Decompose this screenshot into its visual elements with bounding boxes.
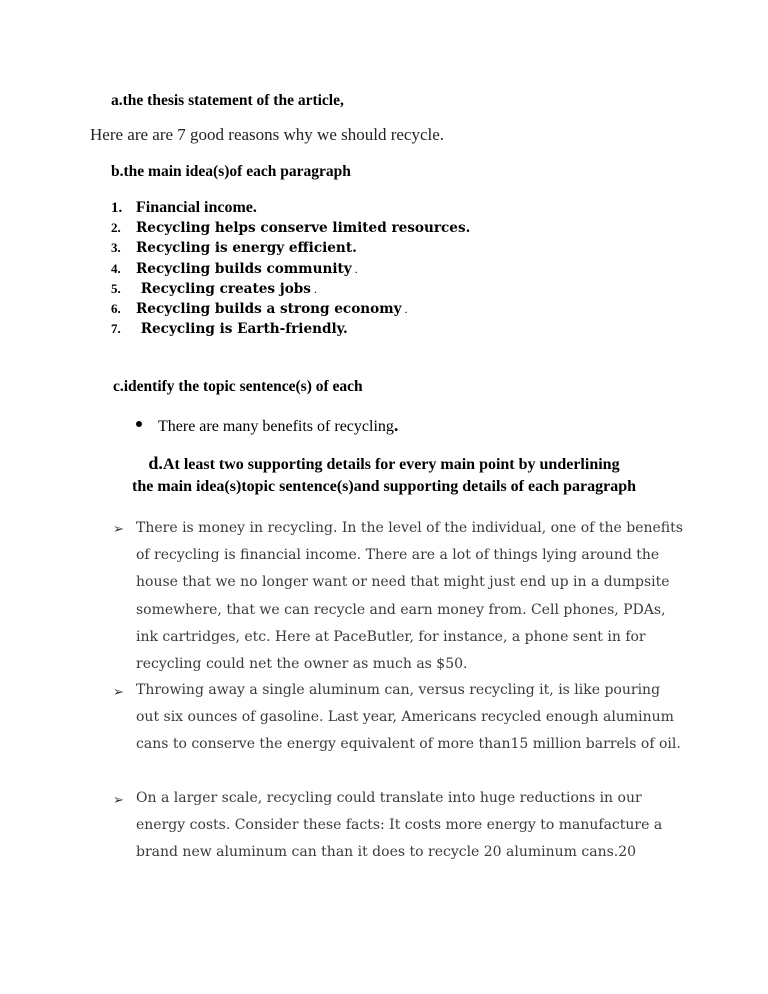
list-number: 3. [111,240,121,256]
topic-sentence-period: . [393,415,399,435]
list-item [111,279,470,299]
list-number: 2. [111,220,121,236]
list-text: Recycling helps conserve limited resources. [136,220,471,237]
thesis-statement: Here are are 7 good reasons why we should recycle. [90,125,445,144]
list-item [111,299,470,319]
list-number: 4. [111,260,121,276]
list-text: Recycling creates jobs [136,280,311,297]
supporting-paragraph: There is money in recycling. In the level of the individual, one of the benefits of recycling is financial income. There are a lot of things lying around the house that we no longer want or need that might just end up in a dumpsite somewhere, that we can recycle and earn money from. Cell phones, PDAs, ink cartridges, etc. Here at PaceButler, for instance, a phone sent in for recycling could net the owner as much as $50. [136,520,683,673]
topic-sentence-text: There are many benefits of recycling [158,418,394,435]
list-text: Recycling is energy efficient. [136,240,357,257]
section-c-heading: c.identify the topic sentence(s) of each [113,378,363,395]
list-text: Financial income. [136,199,257,216]
list-number: 6. [111,300,121,316]
list-item [111,319,470,339]
bullet-icon [136,421,142,427]
list-item [111,198,470,218]
section-b-heading: b.the main idea(s)of each paragraph [111,163,351,180]
section-a-heading: a.the thesis statement of the article, [111,92,344,109]
list-number: 5. [111,280,121,296]
main-ideas-list [111,198,470,339]
section-d-heading-line1: At least two supporting details for every main point by underlining [162,456,620,473]
list-suffix: . [354,261,358,276]
section-d-heading [0,453,768,474]
list-text: Recycling builds community [136,260,352,277]
list-suffix: . [404,301,408,316]
section-d-heading-line2: the main idea(s)topic sentence(s)and supporting details of each paragraph [131,478,636,495]
list-item [111,259,470,279]
list-item [111,218,470,238]
topic-sentence [158,415,398,436]
list-suffix: . [313,281,317,296]
list-text: Recycling is Earth-friendly. [136,321,348,338]
supporting-paragraph: Throwing away a single aluminum can, versus recycling it, is like pouring out six ounces of gasoline. Last year, Americans recycled enough aluminum cans to conserve the energy equivalent of more than15 million barrels of oil. [136,682,681,753]
list-number: 1. [111,200,123,216]
arrow-bullet-icon: ➢ [113,684,124,699]
arrow-bullet-icon: ➢ [113,521,124,536]
supporting-paragraph: On a larger scale, recycling could translate into huge reductions in our energy costs. Consider these facts: It costs more energy to manufacture a brand new aluminum can than it does to recycle 20 aluminum cans.20 [136,790,663,861]
section-d-letter: d. [148,453,163,473]
list-item [111,238,470,258]
list-text: Recycling builds a strong economy [136,300,402,317]
list-number: 7. [111,321,121,337]
arrow-bullet-icon: ➢ [113,792,124,807]
